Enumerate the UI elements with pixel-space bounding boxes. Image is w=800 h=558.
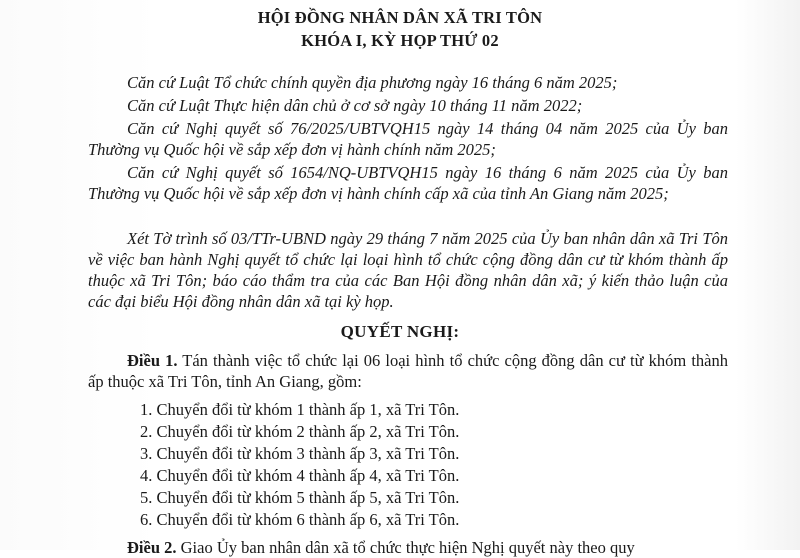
list-item: 3. Chuyển đổi từ khóm 3 thành ấp 3, xã Tri Tôn. <box>140 444 460 463</box>
article-1 <box>88 350 728 392</box>
article-1-text: Tán thành việc tổ chức lại 06 loại hình tổ chức cộng đồng dân cư từ khóm thành ấp thuộc xã Tri Tôn, tỉnh An Giang, gồm: <box>88 351 728 391</box>
article-2-label: Điều 2. <box>127 538 177 557</box>
session-title: KHÓA I, KỲ HỌP THỨ 02 <box>301 31 499 50</box>
legal-basis-2: Căn cứ Luật Thực hiện dân chủ ở cơ sở ngày 10 tháng 11 năm 2022; <box>127 96 583 115</box>
list-item: 4. Chuyển đổi từ khóm 4 thành ấp 4, xã Tri Tôn. <box>140 466 460 485</box>
article-1-label: Điều 1. <box>127 351 178 370</box>
article-2 <box>88 537 728 558</box>
conversion-list <box>140 399 459 531</box>
legal-basis-1: Căn cứ Luật Tổ chức chính quyền địa phương ngày 16 tháng 6 năm 2025; <box>127 73 618 92</box>
legal-basis-3: Căn cứ Nghị quyết số 76/2025/UBTVQH15 ngày 14 tháng 04 năm 2025 của Ủy ban Thường vụ Quốc hội về sắp xếp đơn vị hành chính năm 2025; <box>88 119 728 159</box>
legal-basis-4: Căn cứ Nghị quyết số 1654/NQ-UBTVQH15 ngày 16 tháng 6 năm 2025 của Ủy ban Thường vụ Quốc hội về sắp xếp đơn vị hành chính cấp xã của tỉnh An Giang năm 2025; <box>88 163 728 203</box>
decision-heading: QUYẾT NGHỊ: <box>340 322 460 341</box>
list-item: 2. Chuyển đổi từ khóm 2 thành ấp 2, xã Tri Tôn. <box>140 422 460 441</box>
article-2-text: Giao Ủy ban nhân dân xã tổ chức thực hiện Nghị quyết này theo quy <box>176 538 635 557</box>
legal-basis-5: Xét Tờ trình số 03/TTr-UBND ngày 29 tháng 7 năm 2025 của Ủy ban nhân dân xã Tri Tôn về việc ban hành Nghị quyết tổ chức lại loại hình tổ chức cộng đồng dân cư từ khóm thành ấp thuộc xã Tri Tôn; báo cáo thẩm tra của các Ban Hội đồng nhân dân xã; ý kiến thảo luận của các đại biểu Hội đồng nhân dân xã tại kỳ họp. <box>88 229 728 311</box>
list-item: 6. Chuyển đổi từ khóm 6 thành ấp 6, xã Tri Tôn. <box>140 510 460 529</box>
list-item: 1. Chuyển đổi từ khóm 1 thành ấp 1, xã Tri Tôn. <box>140 400 460 419</box>
council-title: HỘI ĐỒNG NHÂN DÂN XÃ TRI TÔN <box>257 8 543 27</box>
list-item: 5. Chuyển đổi từ khóm 5 thành ấp 5, xã Tri Tôn. <box>140 488 460 507</box>
